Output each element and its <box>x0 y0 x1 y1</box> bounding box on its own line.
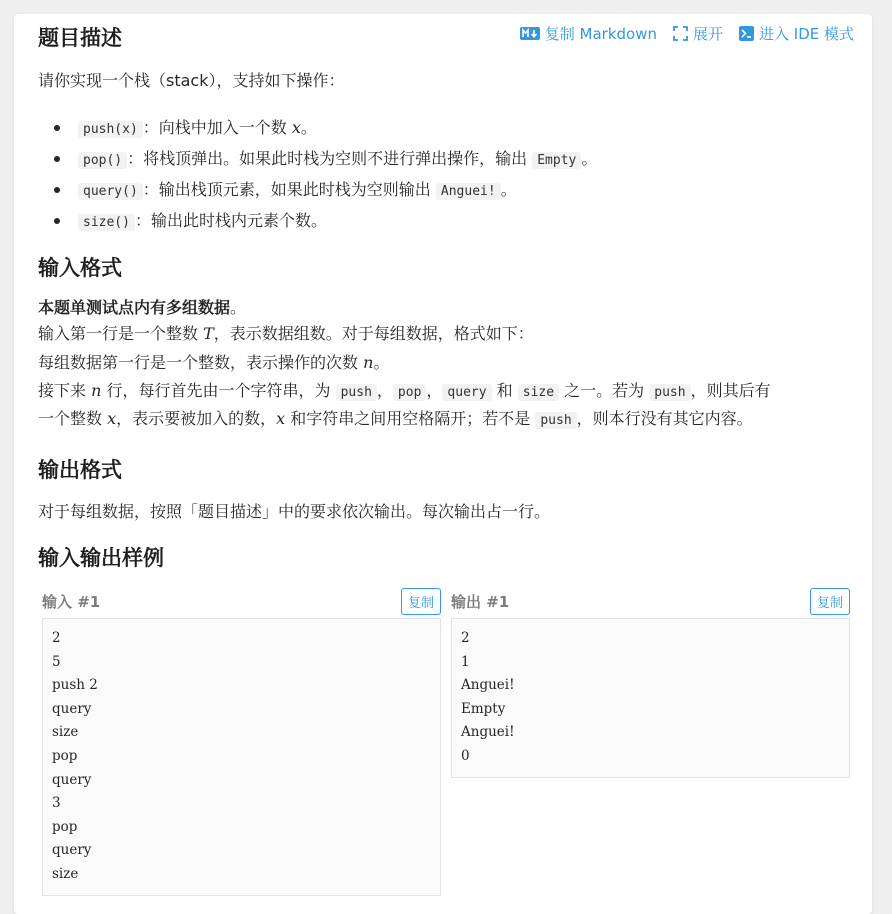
inline-code: Anguei! <box>436 183 501 200</box>
text: ，则其后有 <box>690 381 771 400</box>
copy-output-button[interactable]: 复制 <box>810 588 850 615</box>
sample-line: pop <box>52 747 78 764</box>
input-format-line <box>38 379 771 405</box>
sample-output-panel <box>451 586 850 896</box>
text: ，表示数据组数。对于每组数据，格式如下： <box>213 324 534 343</box>
math-var: x <box>291 118 301 137</box>
copy-markdown-label: 复制 Markdown <box>544 25 657 43</box>
text: 接下来 <box>38 381 92 400</box>
sample-input-box[interactable] <box>42 618 441 896</box>
problem-card <box>14 14 872 914</box>
sample-output-box[interactable] <box>451 618 850 778</box>
list-item-text: ：输出此时栈内元素个数。 <box>134 211 327 230</box>
sample-line: Anguei! <box>461 677 515 694</box>
sample-line: pop <box>52 818 78 835</box>
text: 和字符串之间用空格隔开；若不是 <box>285 409 536 428</box>
text: 输入第一行是一个整数 <box>38 324 204 343</box>
ide-mode-label: 进入 IDE 模式 <box>759 25 854 43</box>
math-var: n <box>363 353 374 372</box>
text: 每组数据第一行是一个整数，表示操作的次数 <box>38 353 364 372</box>
sample-line: size <box>52 865 79 882</box>
list-item <box>38 205 597 236</box>
text: ，则本行没有其它内容。 <box>576 409 753 428</box>
problem-toolbar <box>520 23 854 44</box>
copy-input-button[interactable]: 复制 <box>401 588 441 615</box>
inline-code: pop() <box>78 152 127 169</box>
output-format-text: 对于每组数据，按照「题目描述」中的要求依次输出。每次输出占一行。 <box>38 502 551 521</box>
inline-code: Empty <box>532 152 581 169</box>
text: 。 <box>230 298 247 317</box>
sample-line: 2 <box>461 630 470 646</box>
sample-line: 2 <box>52 630 61 646</box>
text: ，表示要被加入的数， <box>116 409 277 428</box>
sample-line: Anguei! <box>461 724 515 741</box>
math-var: x <box>107 409 117 428</box>
math-var: T <box>203 324 214 343</box>
text: ， <box>376 381 393 400</box>
list-item <box>38 143 597 174</box>
inline-code: query <box>442 384 491 401</box>
inline-code: push(x) <box>78 121 143 138</box>
sample-output-title: 输出 #1 <box>451 592 510 611</box>
inline-code: pop <box>393 384 426 401</box>
terminal-icon <box>739 26 754 41</box>
input-format-line <box>38 407 753 433</box>
sample-input-panel <box>42 586 441 896</box>
operations-list <box>38 112 597 236</box>
text: 一个整数 <box>38 409 108 428</box>
sample-line: 5 <box>52 653 61 670</box>
problem-description-heading: 题目描述 <box>38 26 122 50</box>
list-item-text: 。 <box>581 149 598 168</box>
sample-line: 0 <box>461 747 470 764</box>
text: 和 <box>491 381 518 400</box>
expand-icon <box>673 26 688 41</box>
sample-line: push 2 <box>52 677 98 694</box>
samples-heading: 输入输出样例 <box>38 546 164 570</box>
copy-markdown-button[interactable] <box>520 23 657 44</box>
math-var: n <box>91 381 102 400</box>
markdown-icon <box>520 27 540 40</box>
text: 。 <box>373 353 390 372</box>
inline-code: push <box>535 412 576 429</box>
expand-label: 展开 <box>692 25 723 43</box>
text: ， <box>426 381 443 400</box>
ide-mode-button[interactable] <box>739 23 854 44</box>
sample-line: Empty <box>461 700 506 717</box>
expand-button[interactable] <box>673 23 723 44</box>
sample-line: query <box>52 771 92 788</box>
list-item-text: 。 <box>500 180 517 199</box>
text: 行，每行首先由一个字符串，为 <box>101 381 336 400</box>
input-format-line <box>38 296 246 320</box>
list-item <box>38 112 597 143</box>
text: 之一。若为 <box>559 381 650 400</box>
list-item-text: ：输出栈顶元素，如果此时栈为空则输出 <box>142 180 436 199</box>
inline-code: push <box>649 384 690 401</box>
list-item <box>38 174 597 205</box>
inline-code: size <box>518 384 559 401</box>
input-format-line <box>38 351 389 375</box>
bold-note: 本题单测试点内有多组数据 <box>38 298 231 317</box>
output-format-heading: 输出格式 <box>38 458 122 482</box>
inline-code: size() <box>78 214 135 231</box>
sample-input-title: 输入 #1 <box>42 592 101 611</box>
sample-line: query <box>52 842 92 859</box>
sample-line: 3 <box>52 795 61 812</box>
sample-line: 1 <box>461 653 470 670</box>
math-var: x <box>276 409 286 428</box>
sample-output-header <box>451 586 850 616</box>
samples-area <box>42 586 850 896</box>
list-item-text: 。 <box>300 118 317 137</box>
sample-input-header <box>42 586 441 616</box>
sample-line: size <box>52 724 79 741</box>
list-item-text: ：向栈中加入一个数 <box>142 118 292 137</box>
list-item-text: ：将栈顶弹出。如果此时栈为空则不进行弹出操作，输出 <box>127 149 533 168</box>
problem-intro: 请你实现一个栈（stack），支持如下操作： <box>38 71 345 90</box>
sample-line: query <box>52 700 92 717</box>
inline-code: query() <box>78 183 143 200</box>
input-format-line <box>38 322 534 346</box>
inline-code: push <box>336 384 377 401</box>
input-format-heading: 输入格式 <box>38 256 122 280</box>
